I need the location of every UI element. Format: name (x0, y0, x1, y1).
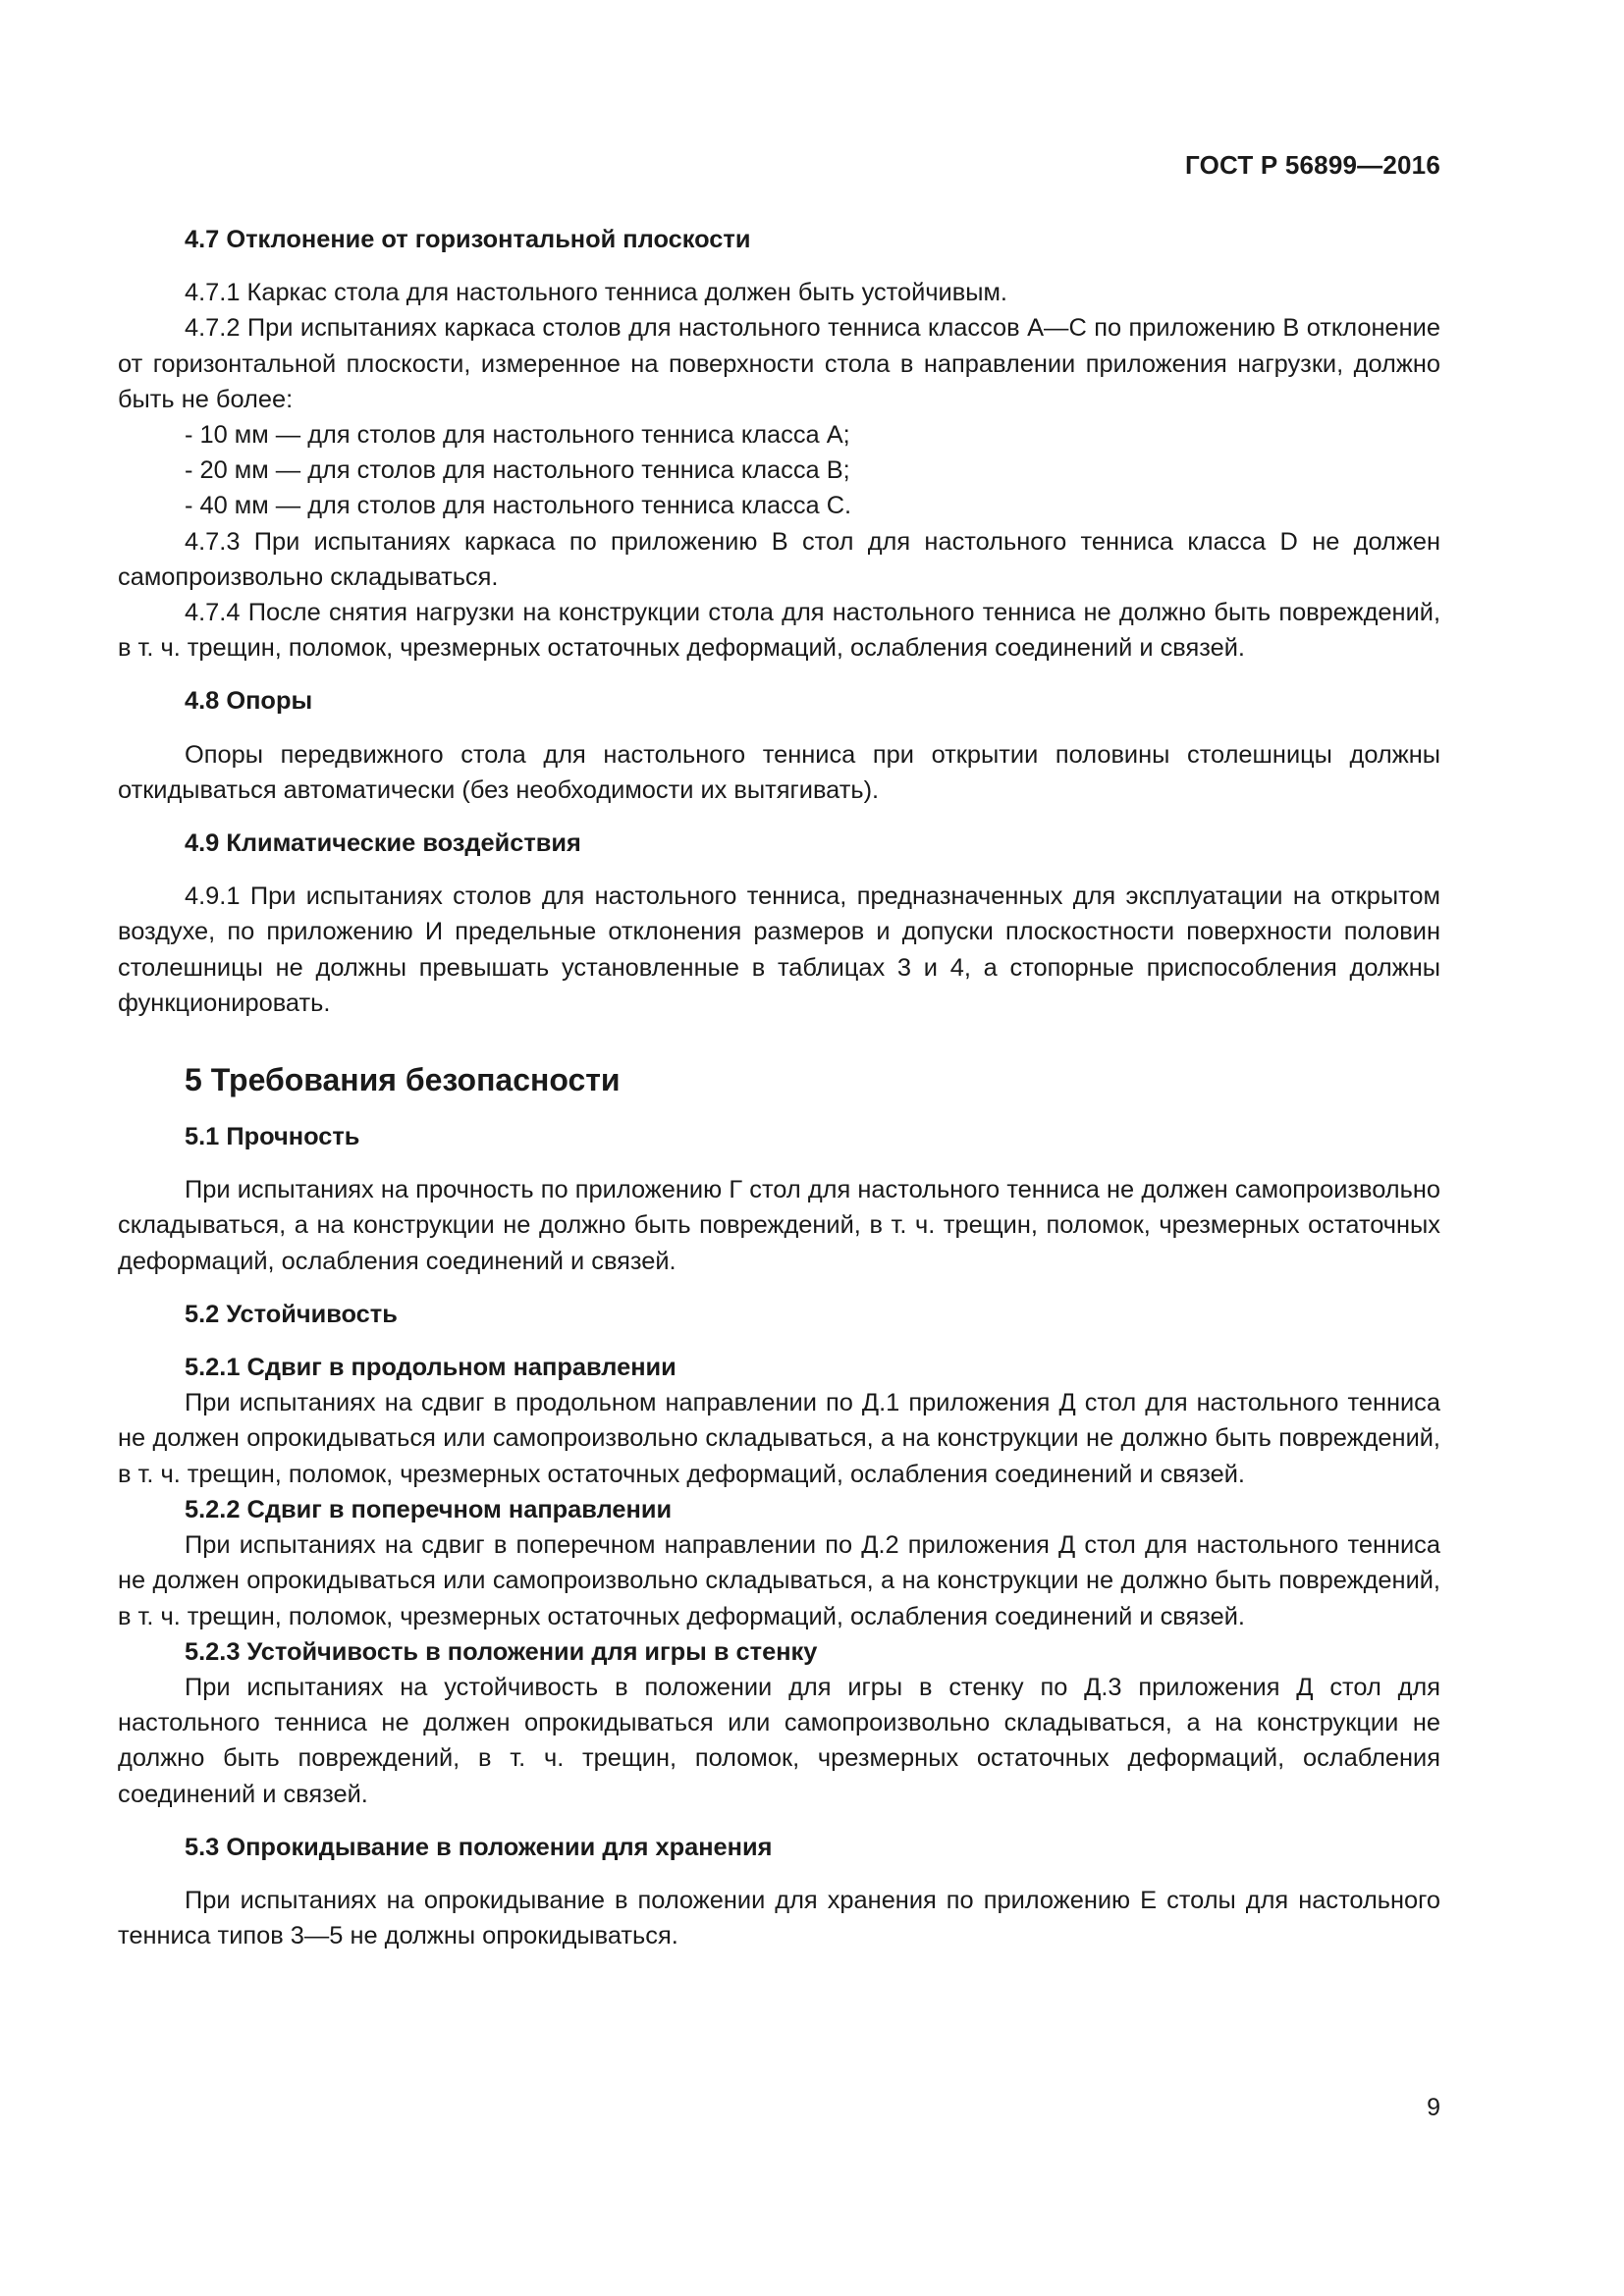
list-item-class-c: - 40 мм — для столов для настольного тенниса класса С. (185, 492, 852, 520)
paragraph-4-7-4: 4.7.4 После снятия нагрузки на конструкции стола для настольного тенниса не должно быть повреждений, в т. ч. трещин, поломок, чрезмерных остаточных деформаций, ослабления соединений и связей. (118, 599, 1440, 663)
section-4-9-title: 4.9 Климатические воздействия (185, 829, 581, 858)
paragraph-4-7-2: 4.7.2 При испытаниях каркаса столов для настольного тенниса классов А—С по приложению В отклонение от горизонтальной плоскости, измеренное на поверхности стола в направлении приложения нагрузки, должно быть не более: (118, 314, 1440, 413)
section-4-7-title: 4.7 Отклонение от горизонтальной плоскости (185, 226, 751, 253)
subsection-5-2-1-title: 5.2.1 Сдвиг в продольном направлении (185, 1354, 677, 1382)
subsection-5-2-3-title: 5.2.3 Устойчивость в положении для игры в стенку (185, 1637, 818, 1666)
document-code: ГОСТ Р 56899—2016 (1185, 150, 1440, 180)
list-item-class-a: - 10 мм — для столов для настольного тенниса класса А; (185, 421, 850, 450)
page-number: 9 (1427, 2094, 1440, 2121)
paragraph-4-9-1: 4.9.1 При испытаниях столов для настольного тенниса, предназначенных для эксплуатации на открытом воздухе, по приложению И предельные отклонения размеров и допуски плоскостности поверхности половин столешницы не должны превышать установленные в таблицах 3 и 4, а стопорные приспособления должны функционировать. (118, 882, 1440, 1017)
section-5-1-title: 5.1 Прочность (185, 1123, 360, 1151)
paragraph-5-2-3: При испытаниях на устойчивость в положении для игры в стенку по Д.3 приложения Д стол для настольного тенниса не должен опрокидываться или самопроизвольно складываться, а на конструкции не должно быть повреждений, в т. ч. трещин, поломок, чрезмерных остаточных деформаций, ослабления соединений и связей. (118, 1673, 1440, 1808)
paragraph-5-2-2: При испытаниях на сдвиг в поперечном направлении по Д.2 приложения Д стол для настольного тенниса не должен опрокидываться или самопроизвольно складываться, а на конструкции не должно быть повреждений, в т. ч. трещин, поломок, чрезмерных остаточных деформаций, ослабления соединений и связей. (118, 1531, 1440, 1630)
page-content (118, 222, 1440, 1953)
paragraph-5-3: При испытаниях на опрокидывание в положении для хранения по приложению Е столы для настольного тенниса типов 3—5 не должны опрокидываться. (118, 1886, 1440, 1950)
section-5-3-title: 5.3 Опрокидывание в положении для хранения (185, 1833, 773, 1861)
paragraph-5-1: При испытаниях на прочность по приложению Г стол для настольного тенниса не должен самопроизвольно складываться, а на конструкции не должно быть повреждений, в т. ч. трещин, поломок, чрезмерных остаточных деформаций, ослабления соединений и связей. (118, 1176, 1440, 1275)
paragraph-5-2-1: При испытаниях на сдвиг в продольном направлении по Д.1 приложения Д стол для настольного тенниса не должен опрокидываться или самопроизвольно складываться, а на конструкции не должно быть повреждений, в т. ч. трещин, поломок, чрезмерных остаточных деформаций, ослабления соединений и связей. (118, 1389, 1440, 1488)
paragraph-4-7-1: 4.7.1 Каркас стола для настольного тенниса должен быть устойчивым. (185, 279, 1007, 307)
subsection-5-2-2-title: 5.2.2 Сдвиг в поперечном направлении (185, 1495, 673, 1523)
section-4-8-title: 4.8 Опоры (185, 687, 313, 716)
paragraph-4-7-3: 4.7.3 При испытаниях каркаса по приложению В стол для настольного тенниса класса D не должен самопроизвольно складываться. (118, 527, 1440, 591)
section-5-title: 5 Требования безопасности (185, 1062, 621, 1098)
section-5-2-title: 5.2 Устойчивость (185, 1300, 398, 1328)
list-item-class-b: - 20 мм — для столов для настольного тенниса класса В; (185, 456, 850, 485)
paragraph-4-8: Опоры передвижного стола для настольного тенниса при открытии половины столешницы должны откидываться автоматически (без необходимости их вытягивать). (118, 740, 1440, 804)
